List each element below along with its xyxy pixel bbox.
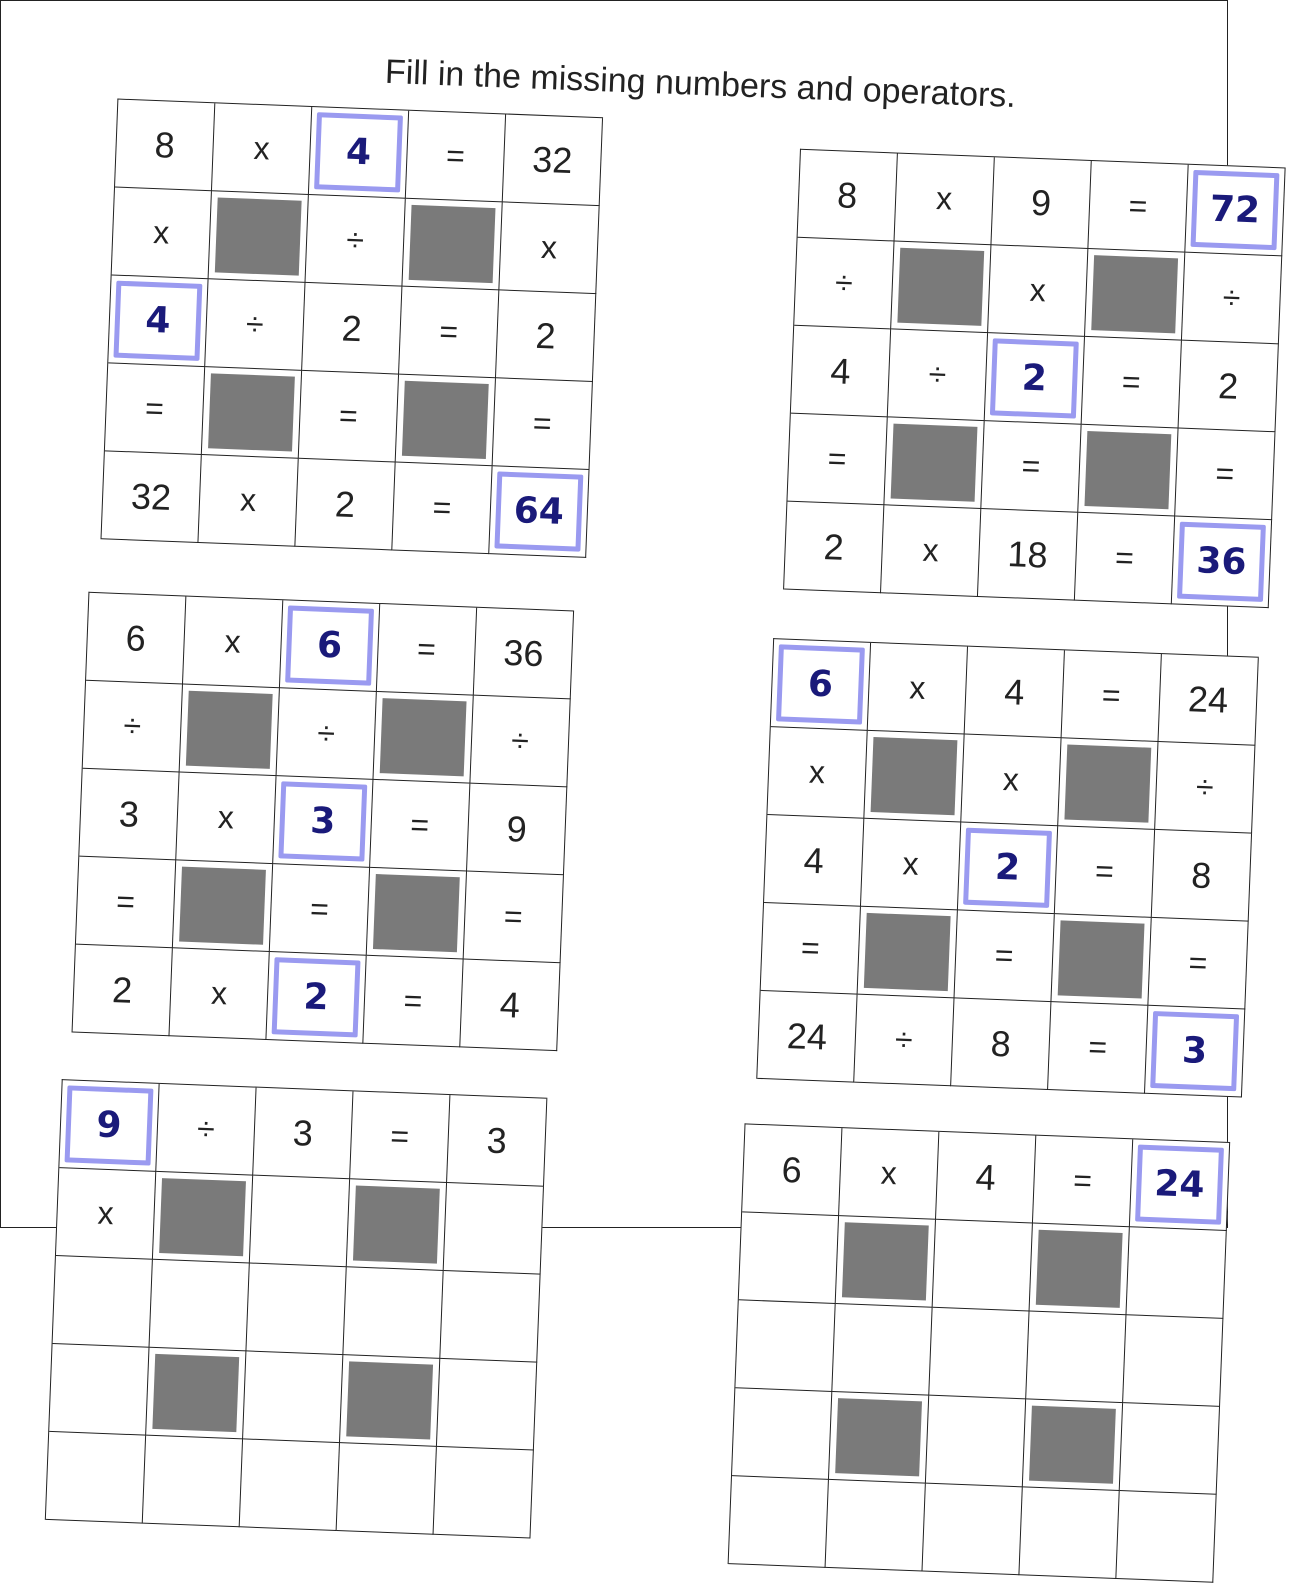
operator-cell: x bbox=[895, 154, 995, 246]
operator-cell: ÷ bbox=[1182, 253, 1282, 345]
shaded-cell bbox=[202, 367, 302, 459]
shaded-cell bbox=[153, 1172, 253, 1264]
shaded-cell bbox=[373, 692, 473, 784]
number-cell: 4 bbox=[764, 815, 864, 907]
shaded-cell bbox=[340, 1355, 440, 1447]
operator-cell: x bbox=[198, 455, 298, 547]
operator-cell: = bbox=[1075, 513, 1175, 605]
number-cell: 4 bbox=[965, 647, 1065, 739]
operator-cell: = bbox=[392, 463, 492, 555]
number-cell bbox=[1120, 1403, 1220, 1495]
operator-cell: = bbox=[464, 872, 564, 964]
answer-cell[interactable]: 4 bbox=[108, 275, 208, 367]
operator-cell: x bbox=[839, 1128, 939, 1220]
number-cell: 32 bbox=[503, 114, 603, 206]
puzzle-grid-1 bbox=[100, 99, 603, 558]
operator-cell: = bbox=[363, 956, 463, 1048]
number-cell bbox=[444, 1183, 544, 1275]
number-cell bbox=[143, 1436, 243, 1528]
operator-cell: ÷ bbox=[205, 279, 305, 371]
operator-cell: x bbox=[868, 643, 968, 735]
number-cell bbox=[250, 1176, 350, 1268]
number-cell bbox=[149, 1260, 249, 1352]
number-cell bbox=[440, 1271, 540, 1363]
operator-cell: = bbox=[1033, 1136, 1133, 1228]
operator-cell: x bbox=[499, 202, 599, 294]
number-cell: 2 bbox=[302, 283, 402, 375]
number-cell: 6 bbox=[86, 593, 186, 685]
number-cell: 8 bbox=[798, 150, 898, 242]
number-cell: 36 bbox=[474, 608, 574, 700]
puzzle-grid-5 bbox=[45, 1079, 548, 1538]
number-cell bbox=[437, 1359, 537, 1451]
operator-cell: ÷ bbox=[794, 238, 894, 330]
number-cell: 2 bbox=[784, 502, 884, 594]
number-cell bbox=[933, 1220, 1033, 1312]
operator-cell: = bbox=[981, 421, 1081, 513]
operator-cell: = bbox=[954, 910, 1054, 1002]
shaded-cell bbox=[1085, 249, 1185, 341]
operator-cell: = bbox=[1088, 161, 1188, 253]
operator-cell: = bbox=[270, 864, 370, 956]
operator-cell: = bbox=[1148, 918, 1248, 1010]
number-cell bbox=[926, 1396, 1026, 1488]
shaded-cell bbox=[864, 731, 964, 823]
shaded-cell bbox=[402, 199, 502, 291]
number-cell: 3 bbox=[79, 769, 179, 861]
shaded-cell bbox=[884, 417, 984, 509]
number-cell: 4 bbox=[936, 1132, 1036, 1224]
number-cell: 2 bbox=[1179, 341, 1279, 433]
shaded-cell bbox=[1023, 1399, 1123, 1491]
operator-cell: = bbox=[406, 111, 506, 203]
operator-cell: = bbox=[1055, 826, 1155, 918]
number-cell bbox=[1126, 1227, 1226, 1319]
operator-cell: ÷ bbox=[277, 688, 377, 780]
operator-cell: = bbox=[493, 378, 593, 470]
number-cell: 18 bbox=[978, 509, 1078, 601]
answer-cell[interactable]: 4 bbox=[309, 107, 409, 199]
number-cell bbox=[739, 1212, 839, 1304]
number-cell bbox=[1123, 1315, 1223, 1407]
number-cell: 32 bbox=[101, 451, 201, 543]
operator-cell: = bbox=[1048, 1002, 1148, 1094]
operator-cell: x bbox=[56, 1168, 156, 1260]
number-cell: 2 bbox=[496, 290, 596, 382]
operator-cell: ÷ bbox=[854, 995, 954, 1087]
number-cell bbox=[832, 1304, 932, 1396]
answer-cell[interactable]: 64 bbox=[489, 466, 589, 558]
operator-cell: ÷ bbox=[83, 681, 183, 773]
number-cell: 24 bbox=[1158, 654, 1258, 746]
puzzle-grid-6 bbox=[728, 1123, 1231, 1582]
shaded-cell bbox=[1051, 914, 1151, 1006]
number-cell: 3 bbox=[447, 1095, 547, 1187]
number-cell bbox=[929, 1308, 1029, 1400]
number-cell: 2 bbox=[73, 945, 173, 1037]
operator-cell: x bbox=[212, 103, 312, 195]
number-cell bbox=[243, 1351, 343, 1443]
number-cell bbox=[1116, 1491, 1216, 1583]
shaded-cell bbox=[829, 1392, 929, 1484]
answer-cell[interactable]: 24 bbox=[1130, 1139, 1230, 1231]
shaded-cell bbox=[858, 907, 958, 999]
operator-cell: x bbox=[767, 727, 867, 819]
number-cell: 24 bbox=[757, 991, 857, 1083]
number-cell bbox=[922, 1484, 1022, 1576]
operator-cell: = bbox=[761, 903, 861, 995]
number-cell bbox=[735, 1300, 835, 1392]
operator-cell: = bbox=[787, 414, 887, 506]
shaded-cell bbox=[173, 860, 273, 952]
puzzle-grid-2 bbox=[783, 149, 1286, 608]
number-cell bbox=[434, 1447, 534, 1539]
answer-cell[interactable]: 6 bbox=[280, 600, 380, 692]
number-cell bbox=[49, 1344, 149, 1436]
shaded-cell bbox=[180, 685, 280, 777]
operator-cell: = bbox=[1175, 429, 1275, 521]
shaded-cell bbox=[836, 1216, 936, 1308]
operator-cell: ÷ bbox=[305, 195, 405, 287]
operator-cell: x bbox=[183, 597, 283, 689]
number-cell: 9 bbox=[467, 784, 567, 876]
number-cell bbox=[729, 1476, 829, 1568]
shaded-cell bbox=[347, 1179, 447, 1271]
operator-cell: ÷ bbox=[470, 696, 570, 788]
answer-cell[interactable]: 36 bbox=[1172, 516, 1272, 608]
operator-cell: x bbox=[988, 245, 1088, 337]
puzzle-grid-3 bbox=[72, 592, 575, 1051]
operator-cell: = bbox=[399, 287, 499, 379]
answer-cell[interactable]: 2 bbox=[958, 822, 1058, 914]
operator-cell: x bbox=[961, 735, 1061, 827]
number-cell bbox=[732, 1388, 832, 1480]
answer-cell[interactable]: 3 bbox=[1145, 1006, 1245, 1098]
number-cell bbox=[1026, 1311, 1126, 1403]
answer-cell[interactable]: 3 bbox=[273, 776, 373, 868]
number-cell bbox=[240, 1439, 340, 1531]
operator-cell: x bbox=[112, 188, 212, 280]
operator-cell: x bbox=[881, 505, 981, 597]
operator-cell: = bbox=[350, 1091, 450, 1183]
shaded-cell bbox=[1078, 425, 1178, 517]
operator-cell: x bbox=[861, 819, 961, 911]
number-cell bbox=[1019, 1487, 1119, 1579]
operator-cell: = bbox=[299, 371, 399, 463]
number-cell bbox=[46, 1432, 146, 1524]
operator-cell: = bbox=[105, 363, 205, 455]
operator-cell: ÷ bbox=[156, 1084, 256, 1176]
shaded-cell bbox=[146, 1348, 246, 1440]
answer-cell[interactable]: 2 bbox=[985, 333, 1085, 425]
number-cell: 6 bbox=[742, 1124, 842, 1216]
operator-cell: ÷ bbox=[1155, 742, 1255, 834]
shaded-cell bbox=[1030, 1224, 1130, 1316]
answer-cell[interactable]: 9 bbox=[59, 1080, 159, 1172]
operator-cell: x bbox=[169, 948, 269, 1040]
number-cell bbox=[246, 1263, 346, 1355]
answer-cell[interactable]: 2 bbox=[266, 952, 366, 1044]
number-cell: 9 bbox=[991, 157, 1091, 249]
number-cell: 2 bbox=[295, 459, 395, 551]
operator-cell: = bbox=[370, 780, 470, 872]
number-cell: 3 bbox=[253, 1088, 353, 1180]
shaded-cell bbox=[1058, 738, 1158, 830]
shaded-cell bbox=[396, 375, 496, 467]
operator-cell: = bbox=[1082, 337, 1182, 429]
shaded-cell bbox=[367, 868, 467, 960]
puzzle-grid-4 bbox=[756, 638, 1259, 1097]
operator-cell: = bbox=[377, 604, 477, 696]
operator-cell: x bbox=[176, 772, 276, 864]
number-cell bbox=[53, 1256, 153, 1348]
instructions-heading: Fill in the missing numbers and operators. bbox=[384, 52, 1017, 116]
number-cell: 8 bbox=[1152, 830, 1252, 922]
answer-cell[interactable]: 72 bbox=[1185, 165, 1285, 257]
number-cell bbox=[826, 1480, 926, 1572]
answer-cell[interactable]: 6 bbox=[771, 639, 871, 731]
operator-cell: ÷ bbox=[888, 329, 988, 421]
number-cell bbox=[343, 1267, 443, 1359]
number-cell: 8 bbox=[115, 100, 215, 192]
number-cell: 8 bbox=[951, 998, 1051, 1090]
operator-cell: = bbox=[76, 857, 176, 949]
operator-cell: = bbox=[1062, 650, 1162, 742]
shaded-cell bbox=[891, 241, 991, 333]
number-cell bbox=[337, 1443, 437, 1535]
number-cell: 4 bbox=[460, 959, 560, 1051]
number-cell: 4 bbox=[791, 326, 891, 418]
shaded-cell bbox=[209, 191, 309, 283]
